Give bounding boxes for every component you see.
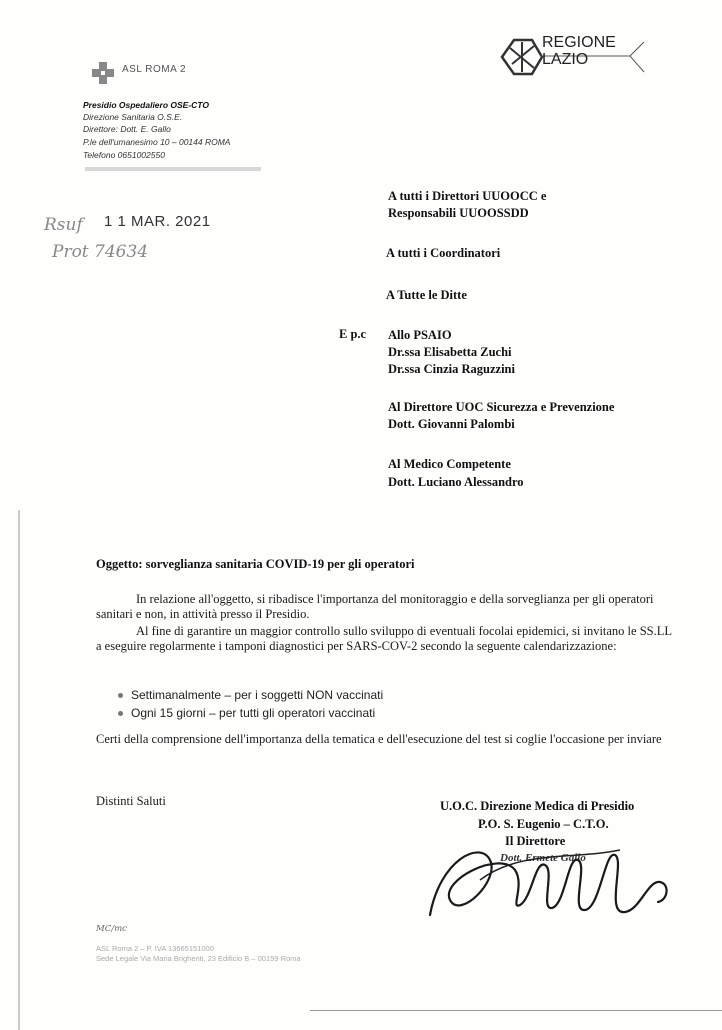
subject-line: Oggetto: sorveglianza sanitaria COVID-19 per gli operatori xyxy=(96,557,415,571)
footer-line2: Sede Legale Via Maria Brighenti, 23 Edificio B – 00159 Roma xyxy=(96,954,301,963)
header-address: P.le dell'umanesimo 10 – 00144 ROMA xyxy=(83,137,231,147)
addressee-directors-line1: A tutti i Direttori UUOOCC e xyxy=(388,189,547,203)
asl-cross-icon xyxy=(92,62,114,84)
header-direzione: Direzione Sanitaria O.S.E. xyxy=(83,112,183,122)
epc-label: E p.c xyxy=(339,327,367,341)
list-item-text: Ogni 15 giorni – per tutti gli operatori vaccinati xyxy=(131,706,376,720)
list-item xyxy=(118,686,383,704)
bullet-list xyxy=(118,686,383,722)
cc-psaio: Allo PSAIO xyxy=(388,328,452,342)
cc-safety-director: Al Direttore UOC Sicurezza e Prevenzione xyxy=(388,400,615,414)
asl-name: ASL ROMA 2 xyxy=(122,64,187,75)
body-paragraph-1: In relazione all'oggetto, si ribadisce l'importanza del monitoraggio e della sorveglianza per gli operatori sanitari e non, in attività presso il Presidio. xyxy=(96,592,654,621)
bottom-scan-line xyxy=(310,1010,722,1011)
signature-title: Il Direttore xyxy=(505,834,566,848)
addressee-coordinators: A tutti i Coordinatori xyxy=(386,246,501,260)
body-paragraph-3: Certi della comprensione dell'importanza della tematica e dell'esecuzione del test si coglie l'occasione per inviare xyxy=(96,732,662,746)
header-presidio: Presidio Ospedaliero OSE-CTO xyxy=(83,100,209,110)
handwritten-signature-icon xyxy=(420,820,680,930)
header-faint-line xyxy=(85,167,261,171)
handwritten-protocol: Prot 74634 xyxy=(52,242,149,262)
cc-psaio-person2: Dr.ssa Cinzia Raguzzini xyxy=(388,362,515,376)
closing-greeting: Distinti Saluti xyxy=(96,794,166,808)
addressee-directors-line2: Responsabili UUOOSSDD xyxy=(388,206,529,220)
cc-medical-officer: Al Medico Competente xyxy=(388,457,511,471)
signature-name: Dott. Ermete Gallo xyxy=(500,852,586,864)
body-paragraph-2: Al fine di garantire un maggior controllo sullo sviluppo di eventuali focolai epidemici, si invitano le SS.LL a eseguire regolarmente i tamponi diagnostici per SARS-COV-2 secondo la seguente calendarizzazione: xyxy=(96,624,672,653)
cc-safety-director-name: Dott. Giovanni Palombi xyxy=(388,417,515,431)
initials-note: MC/mc xyxy=(96,924,127,934)
scan-edge-line xyxy=(18,510,20,1030)
header-direttore: Direttore: Dott. E. Gallo xyxy=(83,124,171,134)
regione-lazio-wordmark xyxy=(542,34,616,68)
footer-line1: ASL Roma 2 – P. IVA 13665151000 xyxy=(96,944,214,953)
received-date-stamp: 1 1 MAR. 2021 xyxy=(104,213,211,230)
signature-hospital: P.O. S. Eugenio – C.T.O. xyxy=(478,817,609,831)
handwritten-received: Rsuf xyxy=(44,215,83,235)
list-item-text: Settimanalmente – per i soggetti NON vaccinati xyxy=(131,688,384,702)
addressee-companies: A Tutte le Ditte xyxy=(386,288,467,302)
region-wordmark-line2: LAZIO xyxy=(542,51,589,68)
region-wordmark-line1: REGIONE xyxy=(542,34,616,51)
bullet-icon xyxy=(118,711,123,716)
cc-medical-officer-name: Dott. Luciano Alessandro xyxy=(388,475,524,489)
signature-office: U.O.C. Direzione Medica di Presidio xyxy=(440,799,635,813)
list-item xyxy=(118,704,383,722)
bullet-icon xyxy=(118,693,123,698)
cc-psaio-person1: Dr.ssa Elisabetta Zuchi xyxy=(388,345,512,359)
header-phone: Telefono 0651002550 xyxy=(83,150,165,160)
